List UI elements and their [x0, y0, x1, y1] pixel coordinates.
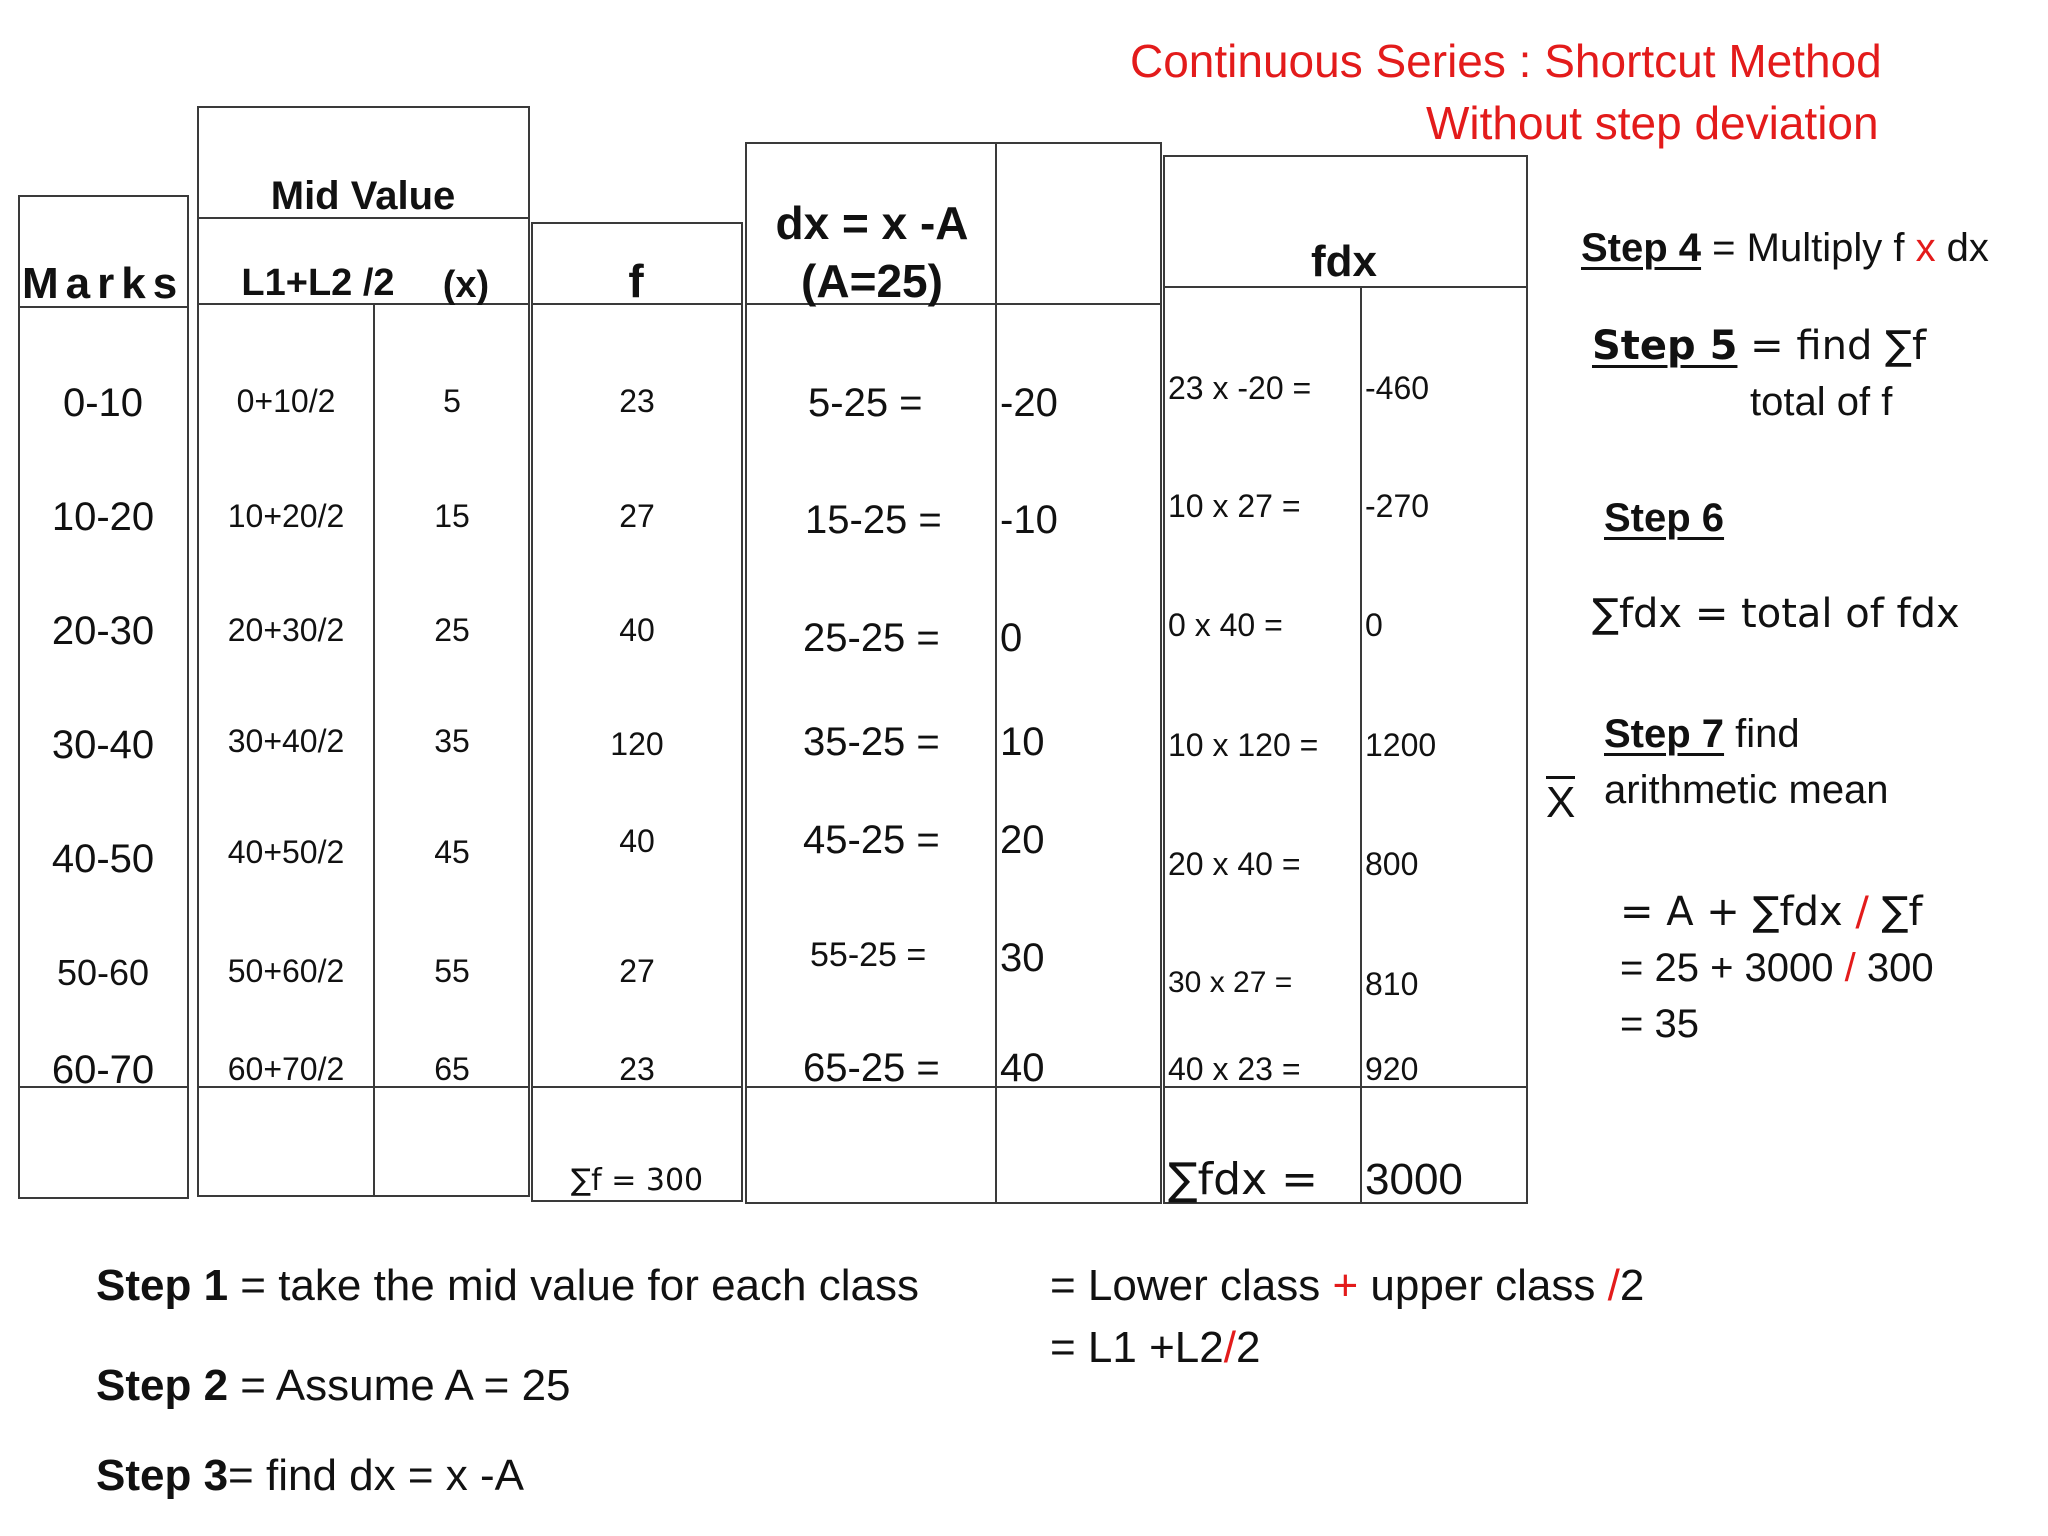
- mid-value-inner-divider: [373, 303, 375, 1197]
- f-cell: 27: [619, 953, 655, 989]
- dx-cell: -10: [1000, 498, 1058, 542]
- step1-rhs2-b: 2: [1235, 1323, 1261, 1372]
- step5-line2: total of f: [1750, 380, 1893, 424]
- page-title-line2: Without step deviation: [1426, 97, 1879, 149]
- mean-formula-line1: [1620, 889, 1923, 935]
- formula2-b: 300: [1855, 946, 1934, 990]
- f-cell: 40: [619, 612, 655, 648]
- dx-cell: -20: [1000, 381, 1058, 425]
- page-title-line1: Continuous Series : Shortcut Method: [1130, 35, 1882, 87]
- marks-cell: 0-10: [62, 381, 144, 425]
- dx-cell: 10: [1000, 720, 1045, 764]
- step3-text: = find dx = x -A: [228, 1451, 524, 1500]
- formula1-a: = A + ∑fdx: [1620, 889, 1856, 935]
- step7-label: Step 7: [1604, 712, 1725, 756]
- formula2-a: = 25 + 3000: [1620, 946, 1845, 990]
- dx-expr-cell: 35-25 =: [803, 720, 940, 764]
- dx-inner-divider: [995, 142, 997, 1204]
- fdx-cell: 800: [1365, 846, 1419, 882]
- fdx-header-divider: [1163, 286, 1528, 288]
- fdx-header: fdx: [1311, 237, 1377, 286]
- step1-rhs-plus: +: [1332, 1261, 1359, 1310]
- step1-rhs2-slash: /: [1223, 1323, 1236, 1372]
- step1-rhs-b: upper class: [1358, 1261, 1608, 1310]
- x-cell: 25: [434, 612, 470, 648]
- formula1-slash: /: [1855, 889, 1869, 935]
- fdx-expr-cell: 10 x 27 =: [1168, 488, 1301, 524]
- dx-cell: 0: [1000, 616, 1023, 660]
- mid-cell: 30+40/2: [227, 723, 345, 759]
- fdx-cell: 810: [1365, 966, 1419, 1002]
- step4-line: [1581, 228, 1989, 268]
- x-cell: 35: [434, 723, 470, 759]
- step1-rhs2-a: = L1 +L2: [1050, 1323, 1224, 1372]
- step5-label: Step 5: [1592, 323, 1738, 369]
- dx-expr-cell: 25-25 =: [803, 616, 940, 660]
- step3-label: Step 3: [96, 1451, 229, 1500]
- f-cell: 120: [610, 726, 664, 762]
- formula2-slash: /: [1844, 946, 1856, 990]
- fdx-expr-cell: 40 x 23 =: [1168, 1051, 1301, 1087]
- step1-line: [96, 1261, 919, 1310]
- mid-cell: 20+30/2: [227, 612, 345, 648]
- fdx-cell: 1200: [1365, 727, 1437, 763]
- step7-text-a: find: [1724, 712, 1800, 756]
- step1-label: Step 1: [96, 1261, 229, 1310]
- mean-formula-line2: [1620, 948, 1934, 988]
- xbar-symbol: X: [1546, 778, 1576, 827]
- step2-label: Step 2: [96, 1361, 229, 1410]
- dx-expr-cell: 45-25 =: [803, 818, 940, 862]
- step4-times: x: [1915, 226, 1936, 270]
- mid-cell: 0+10/2: [236, 383, 336, 419]
- x-cell: 5: [443, 383, 461, 419]
- marks-cell: 60-70: [51, 1048, 155, 1092]
- fdx-cell: 920: [1365, 1051, 1419, 1087]
- dx-expr-cell: 15-25 =: [805, 498, 942, 542]
- sum-f-total: ∑f = 300: [570, 1163, 704, 1198]
- formula1-b: ∑f: [1868, 889, 1923, 935]
- mid-value-header: Mid Value: [270, 174, 456, 218]
- dx-header-line1: dx = x -A: [775, 197, 969, 249]
- fdx-cell: 0: [1365, 607, 1383, 643]
- step1-rhs-c: 2: [1619, 1261, 1645, 1310]
- x-cell: 65: [434, 1051, 470, 1087]
- fdx-cell: -270: [1365, 488, 1430, 524]
- step2-line: [96, 1361, 571, 1410]
- marks-cell: 10-20: [51, 495, 155, 539]
- marks-cell: 40-50: [51, 837, 155, 881]
- mean-formula-line3: = 35: [1620, 1002, 1699, 1046]
- f-header: f: [628, 255, 644, 307]
- f-cell: 40: [619, 823, 655, 859]
- fdx-expr-cell: 0 x 40 =: [1168, 607, 1283, 643]
- mid-formula-header: L1+L2 /2: [241, 262, 395, 304]
- f-cell: 27: [619, 498, 655, 534]
- step6-label: Step 6: [1604, 496, 1725, 540]
- step5-line: [1592, 323, 1927, 369]
- step1-rhs-line2: [1050, 1323, 1261, 1372]
- step4-text-a: = Multiply f: [1701, 226, 1916, 270]
- step6-text: ∑fdx = total of fdx: [1592, 591, 1960, 637]
- fdx-expr-cell: 30 x 27 =: [1168, 966, 1293, 999]
- marks-cell: 50-60: [56, 952, 150, 993]
- sum-fdx-value: 3000: [1365, 1155, 1463, 1204]
- step7-line: [1604, 714, 1800, 754]
- dx-cell: 20: [1000, 818, 1045, 862]
- dx-expr-cell: 65-25 =: [803, 1046, 940, 1090]
- step1-rhs-a: = Lower class: [1050, 1261, 1333, 1310]
- dx-header-line2: (A=25): [801, 255, 943, 307]
- marks-cell: 30-40: [51, 723, 155, 767]
- step2-text: = Assume A = 25: [228, 1361, 571, 1410]
- x-header: (x): [442, 264, 490, 306]
- f-cell: 23: [619, 383, 655, 419]
- step7-line2: arithmetic mean: [1604, 768, 1889, 812]
- fdx-column-box: [1163, 155, 1528, 1204]
- marks-cell: 20-30: [51, 609, 155, 653]
- step1-rhs-slash: /: [1607, 1261, 1620, 1310]
- step4-text-b: dx: [1935, 226, 1989, 270]
- step5-text-a: = find ∑f: [1737, 323, 1927, 369]
- mid-cell: 50+60/2: [227, 953, 345, 989]
- fdx-inner-divider: [1360, 286, 1362, 1204]
- dx-cell: 30: [1000, 936, 1045, 980]
- mid-cell: 40+50/2: [227, 834, 345, 870]
- dx-expr-cell: 55-25 =: [810, 936, 927, 974]
- step1-rhs-line1: [1050, 1261, 1645, 1310]
- x-cell: 45: [434, 834, 470, 870]
- fdx-expr-cell: 23 x -20 =: [1168, 370, 1312, 406]
- f-cell: 23: [619, 1051, 655, 1087]
- marks-header: Marks: [22, 259, 185, 308]
- sum-fdx-label: ∑fdx =: [1168, 1154, 1318, 1205]
- mid-cell: 10+20/2: [227, 498, 345, 534]
- mid-cell: 60+70/2: [227, 1051, 345, 1087]
- fdx-cell: -460: [1365, 370, 1430, 406]
- step3-line: [96, 1451, 524, 1500]
- dx-expr-cell: 5-25 =: [808, 381, 923, 425]
- x-cell: 15: [434, 498, 470, 534]
- step1-text: = take the mid value for each class: [228, 1261, 919, 1310]
- fdx-expr-cell: 10 x 120 =: [1168, 727, 1319, 763]
- fdx-expr-cell: 20 x 40 =: [1168, 846, 1301, 882]
- dx-cell: 40: [1000, 1046, 1045, 1090]
- x-cell: 55: [434, 953, 470, 989]
- step4-label: Step 4: [1581, 226, 1702, 270]
